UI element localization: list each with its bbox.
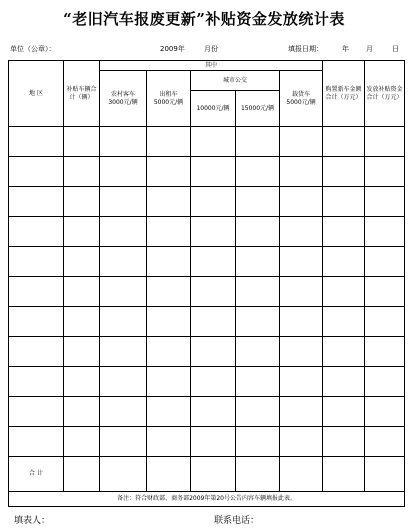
table-cell[interactable] xyxy=(236,187,280,217)
table-cell[interactable] xyxy=(100,157,147,187)
table-row xyxy=(9,307,405,337)
table-cell[interactable] xyxy=(147,187,191,217)
table-row xyxy=(9,217,405,247)
table-cell[interactable] xyxy=(147,217,191,247)
table-cell[interactable] xyxy=(64,427,100,457)
report-date-label: 填报日期： xyxy=(288,45,323,53)
table-cell[interactable] xyxy=(236,367,280,397)
truck-label: 载货车 xyxy=(292,90,311,98)
taxi-rate: 5000元/辆 xyxy=(153,98,184,106)
table-cell[interactable] xyxy=(280,277,323,307)
table-cell[interactable] xyxy=(280,217,323,247)
table-cell[interactable] xyxy=(9,427,64,457)
total-label: 合 计 xyxy=(9,457,64,492)
header-subsidy-total: 补贴车辆合计（辆） xyxy=(64,61,100,127)
table-cell[interactable] xyxy=(365,157,405,187)
phone-label: 联系电话： xyxy=(214,516,260,526)
table-cell[interactable] xyxy=(64,247,100,277)
table-cell[interactable] xyxy=(64,127,100,157)
table-cell[interactable] xyxy=(9,157,64,187)
table-cell[interactable] xyxy=(9,217,64,247)
table-row xyxy=(9,277,405,307)
table-cell[interactable] xyxy=(9,187,64,217)
table-cell[interactable] xyxy=(365,277,405,307)
year-label: 年 xyxy=(342,45,349,53)
table-cell[interactable] xyxy=(236,127,280,157)
table-cell[interactable] xyxy=(100,397,147,427)
table-cell[interactable] xyxy=(191,157,236,187)
table-cell[interactable] xyxy=(280,337,323,367)
table-cell[interactable] xyxy=(64,157,100,187)
table-cell[interactable] xyxy=(191,247,236,277)
table-cell[interactable] xyxy=(64,307,100,337)
table-body xyxy=(9,127,405,457)
table-cell[interactable] xyxy=(365,367,405,397)
header-taxi xyxy=(147,71,191,127)
table-cell[interactable] xyxy=(323,277,365,307)
table-cell[interactable] xyxy=(147,427,191,457)
table-cell[interactable] xyxy=(280,157,323,187)
table-row xyxy=(9,397,405,427)
statistics-table xyxy=(8,60,405,507)
table-cell[interactable] xyxy=(365,187,405,217)
note: 备注：符合财政部、商务部2009年第20号公告内容车辆填报此表。 xyxy=(9,492,405,507)
table-cell[interactable] xyxy=(100,307,147,337)
table-cell[interactable] xyxy=(147,277,191,307)
total-cell[interactable] xyxy=(100,457,147,492)
header-city-bus: 城市公交 xyxy=(191,71,280,91)
table-cell[interactable] xyxy=(191,367,236,397)
table-cell[interactable] xyxy=(323,217,365,247)
table-cell[interactable] xyxy=(100,277,147,307)
table-cell[interactable] xyxy=(365,337,405,367)
header-truck xyxy=(280,71,323,127)
day-label: 日 xyxy=(392,45,399,53)
table-cell[interactable] xyxy=(365,127,405,157)
header-city-bus-rate1: 10000元/辆 xyxy=(191,91,236,127)
table-cell[interactable] xyxy=(191,427,236,457)
table-cell[interactable] xyxy=(64,337,100,367)
table-cell[interactable] xyxy=(236,307,280,337)
table-cell[interactable] xyxy=(280,427,323,457)
table-cell[interactable] xyxy=(147,157,191,187)
table-cell[interactable] xyxy=(323,397,365,427)
total-cell[interactable] xyxy=(191,457,236,492)
table-cell[interactable] xyxy=(147,127,191,157)
table-cell[interactable] xyxy=(365,307,405,337)
table-cell[interactable] xyxy=(280,307,323,337)
table-cell[interactable] xyxy=(64,367,100,397)
table-cell[interactable] xyxy=(236,397,280,427)
form-title: “老旧汽车报废更新”补贴资金发放统计表 xyxy=(63,10,345,28)
table-row xyxy=(9,337,405,367)
table-cell[interactable] xyxy=(323,187,365,217)
table-cell[interactable] xyxy=(9,367,64,397)
table-cell[interactable] xyxy=(280,397,323,427)
total-cell[interactable] xyxy=(323,457,365,492)
table-cell[interactable] xyxy=(191,127,236,157)
table-cell[interactable] xyxy=(191,277,236,307)
table-cell[interactable] xyxy=(323,247,365,277)
total-cell[interactable] xyxy=(236,457,280,492)
rural-bus-label: 农村客车 xyxy=(110,90,135,98)
table-row xyxy=(9,367,405,397)
table-cell[interactable] xyxy=(236,337,280,367)
table-cell[interactable] xyxy=(100,187,147,217)
table-cell[interactable] xyxy=(280,367,323,397)
table-row xyxy=(9,247,405,277)
table-cell[interactable] xyxy=(100,427,147,457)
table-cell[interactable] xyxy=(64,397,100,427)
filler-label: 填表人： xyxy=(14,516,51,526)
table-cell[interactable] xyxy=(323,127,365,157)
table-cell[interactable] xyxy=(100,367,147,397)
table-cell[interactable] xyxy=(9,337,64,367)
table-cell[interactable] xyxy=(236,277,280,307)
total-cell[interactable] xyxy=(280,457,323,492)
table-cell[interactable] xyxy=(9,127,64,157)
table-cell[interactable] xyxy=(323,367,365,397)
table-cell[interactable] xyxy=(64,217,100,247)
table-cell[interactable] xyxy=(280,247,323,277)
unit-label: 单位（公章）： xyxy=(10,45,56,53)
total-cell[interactable] xyxy=(64,457,100,492)
table-cell[interactable] xyxy=(9,397,64,427)
table-cell[interactable] xyxy=(147,397,191,427)
table-cell[interactable] xyxy=(236,247,280,277)
table-cell[interactable] xyxy=(191,397,236,427)
table-row xyxy=(9,127,405,157)
table-cell[interactable] xyxy=(147,247,191,277)
table-cell[interactable] xyxy=(9,307,64,337)
table-cell[interactable] xyxy=(323,337,365,367)
header-of-which: 其中 xyxy=(100,61,323,71)
table-cell[interactable] xyxy=(9,277,64,307)
rural-bus-rate: 3000元/辆 xyxy=(108,98,138,106)
table-row xyxy=(9,157,405,187)
table-cell[interactable] xyxy=(147,367,191,397)
table-cell[interactable] xyxy=(191,307,236,337)
total-cell[interactable] xyxy=(147,457,191,492)
table-cell[interactable] xyxy=(147,307,191,337)
table-cell[interactable] xyxy=(365,217,405,247)
table-cell[interactable] xyxy=(100,217,147,247)
table-cell[interactable] xyxy=(191,337,236,367)
table-row xyxy=(9,187,405,217)
total-cell[interactable] xyxy=(365,457,405,492)
table-cell[interactable] xyxy=(100,127,147,157)
year-month-label: 2009年 xyxy=(160,45,185,53)
truck-rate: 5000元/辆 xyxy=(286,98,316,106)
header-purchase-total: 购置新车金额合计（万元） xyxy=(323,61,365,127)
month2-label: 月 xyxy=(366,45,373,53)
table-cell[interactable] xyxy=(236,157,280,187)
month-label: 月份 xyxy=(204,45,218,53)
table-cell[interactable] xyxy=(236,427,280,457)
table-cell[interactable] xyxy=(147,337,191,367)
table-cell[interactable] xyxy=(323,157,365,187)
table-cell[interactable] xyxy=(365,427,405,457)
table-cell[interactable] xyxy=(9,247,64,277)
taxi-label: 出租车 xyxy=(159,90,178,98)
header-city-bus-rate2: 15000元/辆 xyxy=(236,91,280,127)
header-subsidy-amount-total: 发放补贴资金合计（万元） xyxy=(365,61,405,127)
table-cell[interactable] xyxy=(64,277,100,307)
table-cell[interactable] xyxy=(323,307,365,337)
table-cell[interactable] xyxy=(365,247,405,277)
table-cell[interactable] xyxy=(100,337,147,367)
table-cell[interactable] xyxy=(236,217,280,247)
header-rural-bus xyxy=(100,71,147,127)
table-cell[interactable] xyxy=(100,247,147,277)
table-cell[interactable] xyxy=(365,397,405,427)
header-region: 地 区 xyxy=(9,61,64,127)
table-cell[interactable] xyxy=(64,187,100,217)
table-cell[interactable] xyxy=(280,187,323,217)
table-row xyxy=(9,427,405,457)
table-cell[interactable] xyxy=(280,127,323,157)
table-cell[interactable] xyxy=(191,187,236,217)
table-cell[interactable] xyxy=(323,427,365,457)
table-cell[interactable] xyxy=(191,217,236,247)
